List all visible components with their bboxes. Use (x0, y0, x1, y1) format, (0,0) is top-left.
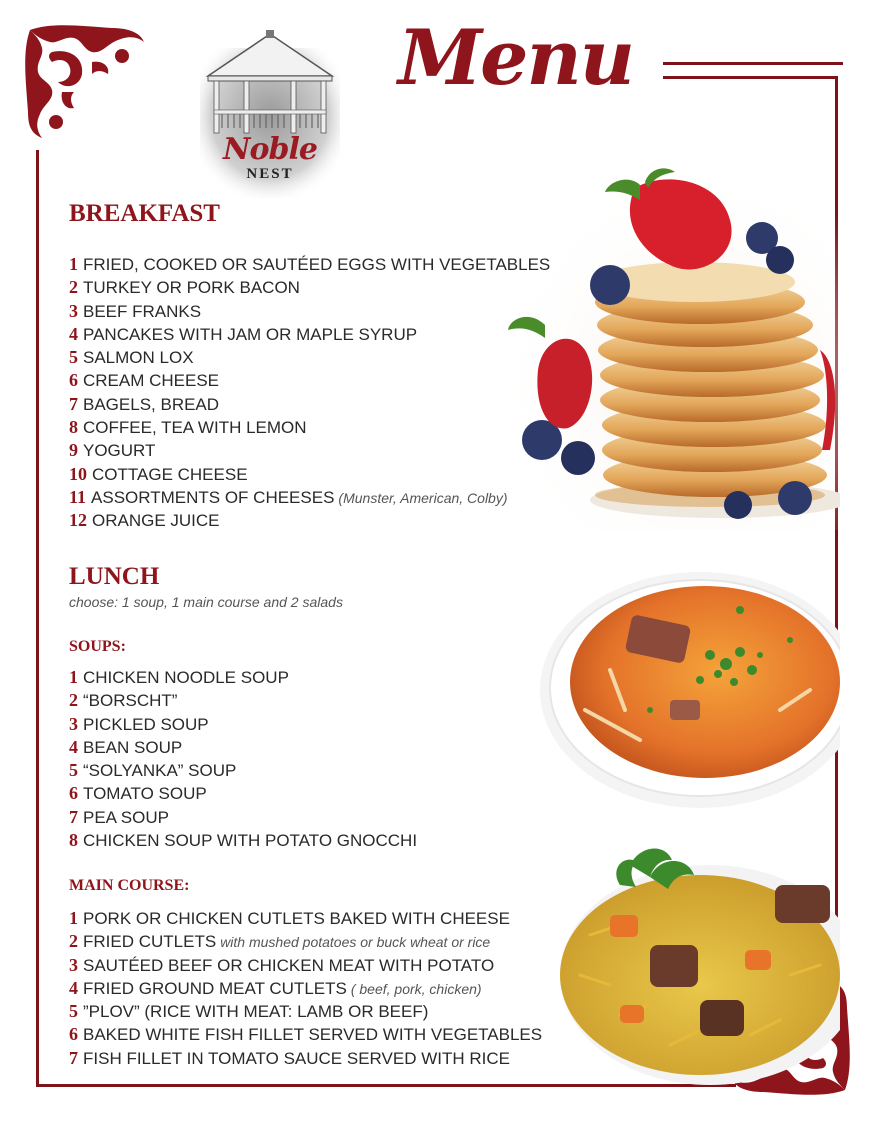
menu-item-text: CHICKEN SOUP WITH POTATO GNOCCHI (83, 831, 418, 851)
menu-item-note: with mushed potatoes or buck wheat or rice (220, 934, 491, 951)
menu-item (69, 369, 550, 392)
menu-item (69, 276, 550, 299)
menu-item (69, 323, 550, 346)
menu-item-text: ORANGE JUICE (92, 511, 220, 531)
menu-item (69, 463, 550, 486)
menu-item-text: PICKLED SOUP (83, 714, 209, 734)
menu-item-text: YOGURT (83, 441, 156, 461)
menu-item (69, 977, 542, 1000)
menu-item-number: 1 (69, 667, 78, 687)
frame-left-border (36, 150, 39, 1087)
menu-item (69, 1000, 542, 1023)
breakfast-heading: BREAKFAST (69, 200, 220, 227)
menu-item (69, 954, 542, 977)
menu-item-text: BAKED WHITE FISH FILLET SERVED WITH VEGETABLES (83, 1025, 543, 1045)
menu-item-text: COTTAGE CHEESE (92, 464, 248, 484)
menu-item (69, 907, 542, 930)
logo-subtitle: NEST (246, 166, 294, 182)
menu-item-number: 12 (69, 510, 87, 531)
menu-item-number: 3 (69, 954, 78, 975)
menu-item-text: CREAM CHEESE (83, 371, 220, 391)
main-course-list (69, 907, 542, 1070)
menu-item-text: FRIED, COOKED OR SAUTÉED EGGS WITH VEGETABLES (83, 255, 551, 274)
menu-item-number: 2 (69, 690, 78, 711)
menu-item-number: 8 (69, 417, 78, 438)
soups-list (69, 666, 417, 852)
menu-item-text: FISH FILLET IN TOMATO SAUCE SERVED WITH RICE (83, 1048, 510, 1068)
menu-item-text: TOMATO SOUP (83, 784, 207, 804)
menu-item-text: “SOLYANKA” SOUP (83, 761, 237, 781)
main-course-heading: MAIN COURSE: (69, 877, 190, 894)
plov-image (550, 825, 840, 1085)
menu-item (69, 393, 550, 416)
menu-item-number: 4 (69, 323, 78, 344)
menu-item (69, 1047, 542, 1070)
menu-item-number: 6 (69, 783, 78, 804)
menu-item-number: 6 (69, 1024, 78, 1045)
menu-item (69, 666, 417, 689)
menu-item-text: “BORSCHT” (83, 691, 178, 711)
title-rule-bottom (663, 76, 838, 79)
menu-item (69, 1023, 542, 1046)
menu-item-number: 1 (69, 908, 78, 928)
menu-item-number: 11 (69, 486, 87, 507)
menu-item (69, 416, 550, 439)
menu-item-note: (Munster, American, Colby) (338, 489, 508, 506)
menu-item (69, 509, 550, 532)
menu-item-number: 5 (69, 347, 78, 368)
menu-item (69, 689, 417, 712)
menu-item-number: 4 (69, 977, 78, 998)
menu-item-number: 2 (69, 931, 78, 952)
menu-item-text: ASSORTMENTS OF CHEESES (91, 487, 335, 507)
menu-item-text: SALMON LOX (83, 348, 194, 368)
corner-ornament-icon (22, 22, 147, 140)
menu-item (69, 759, 417, 782)
soups-heading: SOUPS: (69, 638, 126, 655)
menu-item-text: CHICKEN NOODLE SOUP (83, 668, 289, 687)
menu-item-number: 9 (69, 440, 78, 461)
menu-item (69, 253, 550, 276)
menu-item (69, 930, 542, 953)
menu-item-text: PEA SOUP (83, 807, 169, 827)
menu-item-text: TURKEY OR PORK BACON (83, 278, 300, 298)
menu-item-number: 5 (69, 1001, 78, 1022)
menu-item-number: 5 (69, 760, 78, 781)
menu-item (69, 782, 417, 805)
noble-nest-logo (200, 28, 340, 208)
menu-item (69, 486, 550, 509)
menu-item-text: ”PLOV” (RICE WITH MEAT: LAMB OR BEEF) (83, 1002, 429, 1022)
menu-item-number: 2 (69, 277, 78, 298)
menu-item-text: FRIED CUTLETS (83, 932, 217, 952)
menu-item-note: ( beef, pork, chicken) (350, 980, 482, 997)
menu-item-number: 8 (69, 830, 78, 851)
menu-item-text: BEEF FRANKS (83, 301, 202, 321)
menu-item-number: 7 (69, 806, 78, 827)
page-title: Menu (398, 13, 633, 102)
menu-item-text: SAUTÉED BEEF OR CHICKEN MEAT WITH POTATO (83, 955, 495, 975)
menu-item-number: 1 (69, 254, 78, 274)
menu-item-number: 6 (69, 370, 78, 391)
menu-item-number: 3 (69, 300, 78, 321)
menu-item-text: PORK OR CHICKEN CUTLETS BAKED WITH CHEESE (83, 909, 510, 928)
lunch-heading: LUNCH (69, 563, 160, 590)
menu-item-number: 4 (69, 736, 78, 757)
menu-item (69, 713, 417, 736)
menu-item-number: 7 (69, 1047, 78, 1068)
menu-item-text: BAGELS, BREAD (83, 394, 220, 414)
menu-item-text: FRIED GROUND MEAT CUTLETS (83, 978, 347, 998)
menu-item-text: BEAN SOUP (83, 737, 183, 757)
menu-item-text: PANCAKES WITH JAM OR MAPLE SYRUP (83, 324, 418, 344)
menu-item-text: COFFEE, TEA WITH LEMON (83, 418, 307, 438)
title-rule-top (663, 62, 843, 65)
menu-item (69, 439, 550, 462)
menu-item (69, 736, 417, 759)
menu-item (69, 300, 550, 323)
breakfast-list (69, 253, 550, 533)
menu-item (69, 829, 417, 852)
menu-item-number: 7 (69, 393, 78, 414)
logo-name: Noble (223, 132, 317, 167)
menu-item (69, 806, 417, 829)
soup-image (490, 560, 840, 810)
menu-item (69, 346, 550, 369)
menu-item-number: 3 (69, 713, 78, 734)
menu-item-number: 10 (69, 463, 87, 484)
lunch-note: choose: 1 soup, 1 main course and 2 salads (69, 594, 343, 610)
